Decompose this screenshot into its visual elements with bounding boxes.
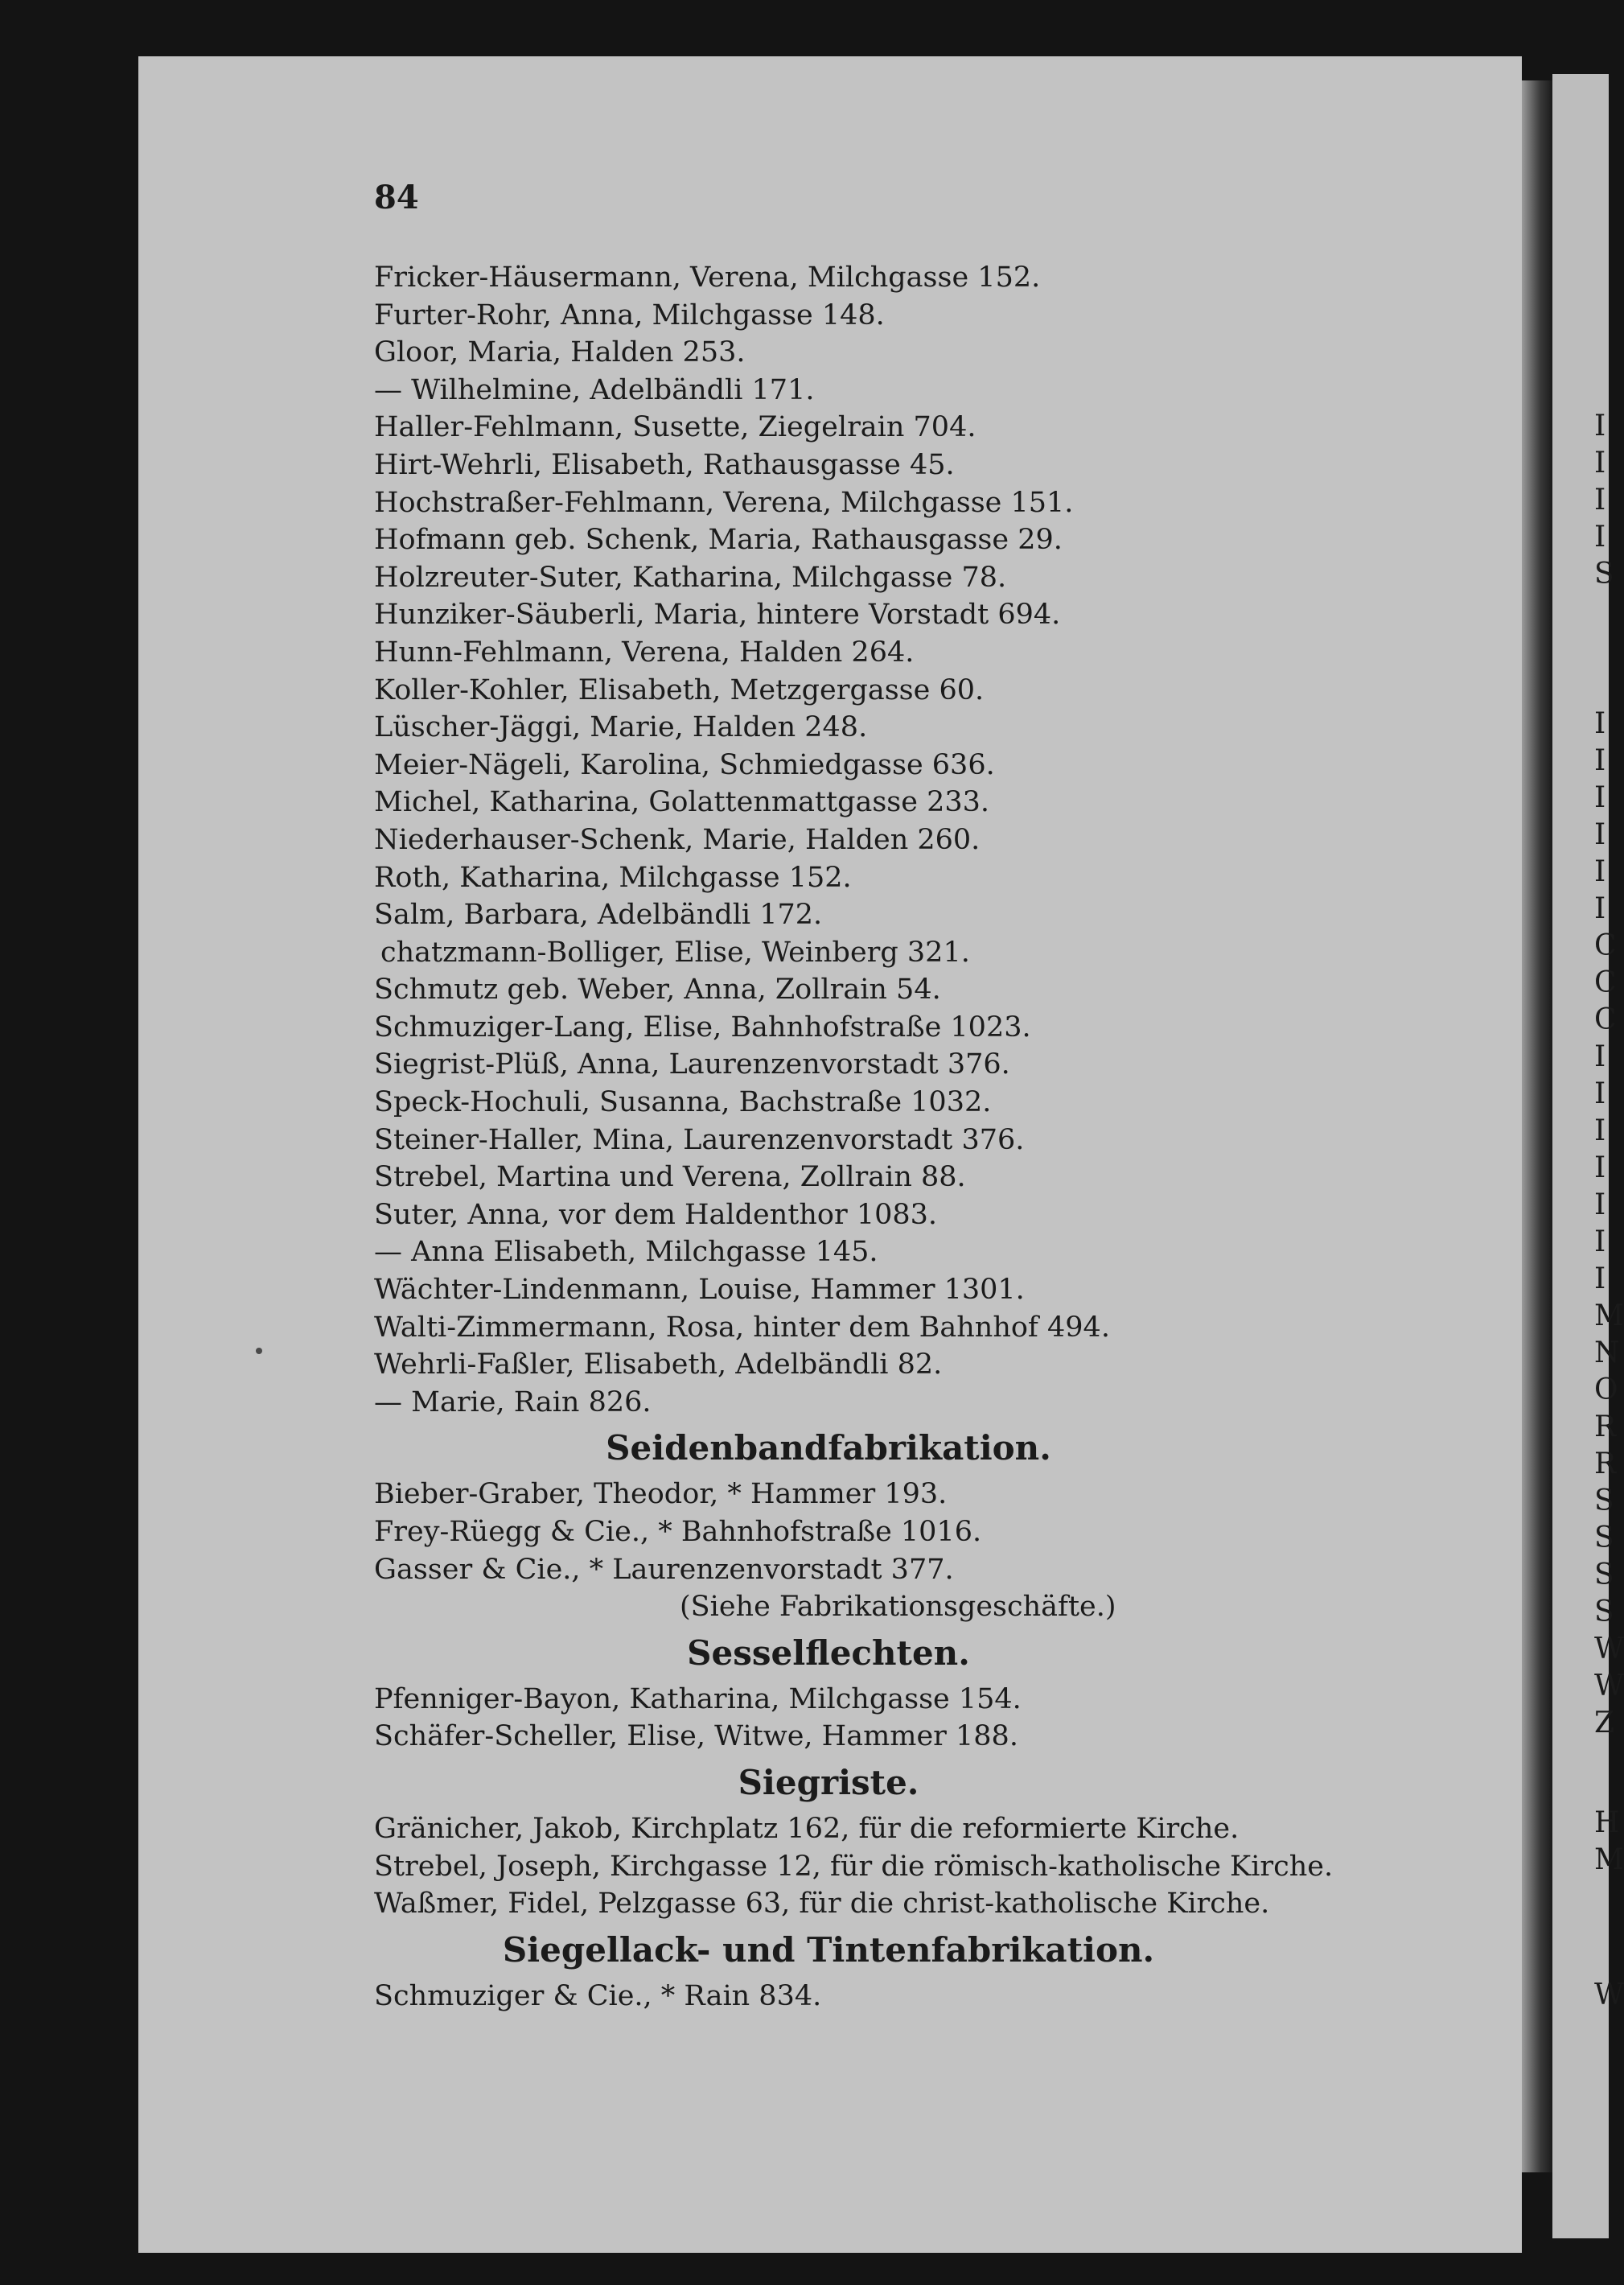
directory-entry: Suter, Anna, vor dem Haldenthor 1083. [374,1198,938,1231]
directory-entry: — Marie, Rain 826. [374,1385,652,1418]
directory-entry: Schmuziger-Lang, Elise, Bahnhofstraße 1023. [374,1011,1031,1044]
facing-page-letter: W [1594,1978,1624,2011]
directory-entry: Fricker-Häusermann, Verena, Milchgasse 152. [374,261,1041,294]
directory-entry: — Anna Elisabeth, Milchgasse 145. [374,1236,878,1269]
facing-page-letter: I [1594,744,1606,777]
facing-page-letter: M [1594,1299,1624,1332]
directory-entry: Schmutz geb. Weber, Anna, Zollrain 54. [374,974,941,1007]
cross-reference-note: (Siehe Fabrikationsgeschäfte.) [680,1591,1116,1624]
facing-page-letter: W [1594,1669,1624,1702]
facing-page-letter: M [1594,1843,1624,1876]
section-heading: Siegellack- und Tintenfabrikation. [502,1929,1155,1970]
facing-page-letter: I [1594,818,1606,851]
directory-entry: Wächter-Lindenmann, Louise, Hammer 1301. [374,1274,1025,1307]
facing-page-letter: S [1594,1521,1614,1554]
facing-page-letter: I [1594,781,1606,814]
facing-page-letter: I [1594,892,1606,925]
facing-page-letter: H [1594,1806,1620,1839]
directory-entry: Gränicher, Jakob, Kirchplatz 162, für die reformierte Kirche. [374,1812,1240,1845]
directory-entry: Frey-Rüegg & Cie., * Bahnhofstraße 1016. [374,1516,982,1548]
facing-page-letter: I [1594,855,1606,888]
directory-entry: Walti-Zimmermann, Rosa, hinter dem Bahnhof 494. [374,1311,1110,1344]
directory-entry: Speck-Hochuli, Susanna, Bachstraße 1032. [374,1086,992,1119]
directory-entry: Siegrist-Plüß, Anna, Laurenzenvorstadt 376. [374,1048,1010,1081]
section-heading: Seidenbandfabrikation. [606,1428,1051,1468]
facing-page-letter: I [1594,521,1606,554]
facing-page-letter: S [1594,558,1614,591]
directory-entry: Gloor, Maria, Halden 253. [374,336,746,369]
page-gutter [1522,80,1552,2172]
facing-page-letter: O [1594,1373,1618,1406]
facing-page-letter: I [1594,1225,1606,1258]
facing-page-letter: R [1594,1410,1617,1443]
directory-entry: Strebel, Martina und Verena, Zollrain 88. [374,1161,966,1194]
directory-entry: Hunn-Fehlmann, Verena, Halden 264. [374,636,915,669]
directory-entry: Salm, Barbara, Adelbändli 172. [374,899,823,932]
facing-page-letter: I [1594,707,1606,740]
page-number: 84 [374,179,419,216]
facing-page-letter: I [1594,1262,1606,1295]
section-heading: Sesselflechten. [687,1632,970,1673]
facing-page-letter: I [1594,1151,1606,1184]
directory-entry: Steiner-Haller, Mina, Laurenzenvorstadt 376. [374,1123,1025,1156]
print-speck [256,1348,262,1354]
directory-entry: chatzmann-Bolliger, Elise, Weinberg 321. [380,936,970,969]
facing-page-letter: C [1594,966,1617,999]
directory-entry: Waßmer, Fidel, Pelzgasse 63, für die christ-katholische Kirche. [374,1888,1270,1921]
directory-entry: Bieber-Graber, Theodor, * Hammer 193. [374,1478,948,1511]
directory-entry: Pfenniger-Bayon, Katharina, Milchgasse 154. [374,1682,1022,1715]
facing-page-letter: I [1594,1114,1606,1147]
directory-entry: Haller-Fehlmann, Susette, Ziegelrain 704. [374,411,976,444]
directory-entry: Schmuziger & Cie., * Rain 834. [374,1979,822,2012]
facing-page-letter: I [1594,1040,1606,1073]
facing-page-letter: I [1594,447,1606,480]
directory-entry: Wehrli-Faßler, Elisabeth, Adelbändli 82. [374,1348,943,1381]
directory-entry: Furter-Rohr, Anna, Milchgasse 148. [374,298,885,331]
facing-page-edge [1552,74,1624,2238]
facing-page-letter: N [1594,1336,1620,1369]
directory-entry: Niederhauser-Schenk, Marie, Halden 260. [374,823,981,856]
facing-page-letter: S [1594,1558,1614,1591]
facing-page-letter: I [1594,484,1606,517]
directory-entry: Meier-Nägeli, Karolina, Schmiedgasse 636. [374,748,995,781]
facing-page-letter: C [1594,929,1617,962]
facing-page-letter: Z [1594,1707,1615,1739]
directory-entry: Strebel, Joseph, Kirchgasse 12, für die römisch-katholische Kirche. [374,1850,1334,1883]
facing-page-letter: I [1594,1077,1606,1110]
directory-entry: Hunziker-Säuberli, Maria, hintere Vorstadt 694. [374,599,1061,632]
facing-page-letter: S [1594,1484,1614,1517]
facing-page-letter: C [1594,1003,1617,1036]
facing-page-letter: S [1594,1595,1614,1628]
directory-entry: — Wilhelmine, Adelbändli 171. [374,373,815,406]
directory-entry: Gasser & Cie., * Laurenzenvorstadt 377. [374,1553,954,1586]
directory-entry: Hofmann geb. Schenk, Maria, Rathausgasse 29. [374,524,1063,557]
facing-page-letter: I [1594,410,1606,443]
directory-entry: Michel, Katharina, Golattenmattgasse 233. [374,786,990,819]
directory-list [374,259,1460,2015]
facing-page-letter: R [1594,1447,1617,1480]
directory-entry: Schäfer-Scheller, Elise, Witwe, Hammer 188. [374,1720,1018,1753]
facing-page-letter: I [1594,1188,1606,1221]
directory-entry: Lüscher-Jäggi, Marie, Halden 248. [374,711,868,744]
directory-entry: Roth, Katharina, Milchgasse 152. [374,861,852,894]
directory-entry: Holzreuter-Suter, Katharina, Milchgasse 78. [374,561,1007,594]
directory-entry: Koller-Kohler, Elisabeth, Metzgergasse 60. [374,673,985,706]
directory-entry: Hochstraßer-Fehlmann, Verena, Milchgasse 151. [374,486,1074,519]
facing-page-letter: W [1594,1632,1624,1665]
section-heading: Siegriste. [738,1762,919,1802]
directory-entry: Hirt-Wehrli, Elisabeth, Rathausgasse 45. [374,448,955,481]
